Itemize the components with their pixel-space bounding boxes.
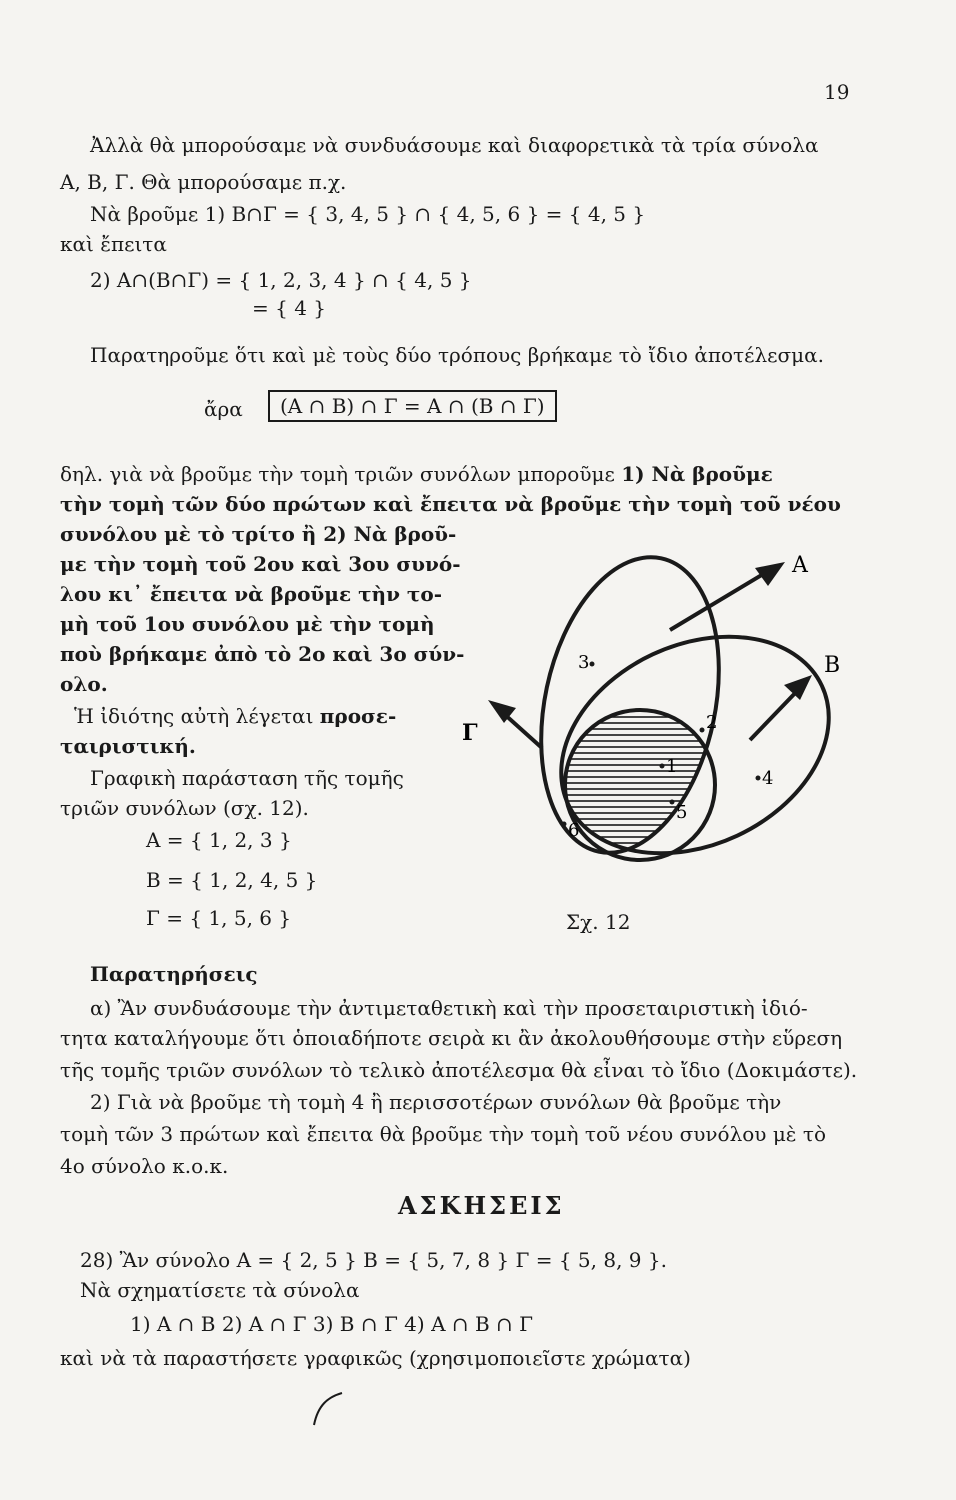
and-then: καὶ ἔπειτα <box>60 232 167 256</box>
remark-a-line-3: τῆς τομῆς τριῶν συνόλων τὸ τελικὸ ἀποτέλεσμα θὰ εἶναι τὸ ἴδιο (Δοκιμάστε). <box>60 1058 858 1082</box>
element-point-1: 1 <box>666 756 678 777</box>
figure-caption: Σχ. 12 <box>566 910 631 934</box>
element-dot-1 <box>660 764 665 769</box>
set-a-definition: Α = { 1, 2, 3 } <box>146 828 292 852</box>
explanation-line-4: με τὴν τομὴ τοῦ 2ου καὶ 3ου συνό- <box>60 552 461 576</box>
exercise-28-items: 1) Α ∩ Β 2) Α ∩ Γ 3) Β ∩ Γ 4) Α ∩ Β ∩ Γ <box>130 1312 534 1336</box>
intersection-step-2: 2) Α∩(Β∩Γ) = { 1, 2, 3, 4 } ∩ { 4, 5 } <box>90 268 472 292</box>
element-point-5: 5 <box>676 802 688 823</box>
set-c-label: Γ <box>462 720 478 746</box>
page-number: 19 <box>824 80 850 104</box>
element-dot-3 <box>590 662 595 667</box>
associative-formula-box: (Α ∩ Β) ∩ Γ = Α ∩ (Β ∩ Γ) <box>268 390 557 422</box>
intro-line-2: Α, Β, Γ. Θὰ μπορούσαμε π.χ. <box>60 170 347 194</box>
element-point-6: 6 <box>568 820 580 841</box>
arrow-b-line <box>750 688 800 740</box>
intro-line-1: Ἀλλὰ θὰ μπορούσαμε νὰ συνδυάσουμε καὶ διαφορετικὰ τὰ τρία σύνολα <box>90 133 819 157</box>
graph-description-1: Γραφικὴ παράσταση τῆς τομῆς <box>90 766 404 790</box>
property-line <box>74 704 396 728</box>
exercise-28-instruction: Νὰ σχηματίσετε τὰ σύνολα <box>80 1278 360 1302</box>
element-point-4: 4 <box>762 768 774 789</box>
set-b-definition: Β = { 1, 2, 4, 5 } <box>146 868 318 892</box>
explanation-line-3: συνόλου μὲ τὸ τρίτο ἢ 2) Νὰ βροῦ- <box>60 522 457 546</box>
explanation-line-1-text: δηλ. γιὰ νὰ βροῦμε τὴν τομὴ τριῶν συνόλων μποροῦμε <box>60 462 615 486</box>
remark-b-line-3: 4ο σύνολο κ.ο.κ. <box>60 1154 229 1178</box>
venn-diagram-figure <box>440 540 870 900</box>
element-point-3: 3 <box>578 652 590 673</box>
arrow-b-head <box>784 675 812 700</box>
explanation-line-8: ολο. <box>60 672 108 696</box>
set-a-label: Α <box>792 553 808 578</box>
set-c-definition: Γ = { 1, 5, 6 } <box>146 906 292 930</box>
explanation-line-7: ποὺ βρήκαμε ἀπὸ τὸ 2ο καὶ 3ο σύν- <box>60 642 465 666</box>
exercise-28-represent: καὶ νὰ τὰ παραστήσετε γραφικῶς (χρησιμοποιεῖστε χρώματα) <box>60 1346 691 1370</box>
arrow-a-head <box>755 562 785 586</box>
element-dot-6 <box>562 822 567 827</box>
element-dot-5 <box>670 800 675 805</box>
remark-b-line-1: 2) Γιὰ νὰ βροῦμε τὴ τομὴ 4 ἢ περισσοτέρων συνόλων θὰ βροῦμε τὴν <box>90 1090 782 1114</box>
observation: Παρατηροῦμε ὅτι καὶ μὲ τοὺς δύο τρόπους βρήκαμε τὸ ἴδιο ἀποτέλεσμα. <box>90 343 824 367</box>
property-text: Ἡ ἰδιότης αὐτὴ λέγεται <box>74 704 314 728</box>
property-name-part-1: προσε- <box>319 704 397 728</box>
explanation-line-5: λου κι᾿ ἔπειτα νὰ βροῦμε τὴν το- <box>60 582 443 606</box>
set-b-label: Β <box>824 653 841 678</box>
intersection-step-2-result: = { 4 } <box>252 296 327 320</box>
explanation-line-2: τὴν τομὴ τῶν δύο πρώτων καὶ ἔπειτα νὰ βροῦμε τὴν τομὴ τοῦ νέου <box>60 492 841 516</box>
exercise-28: 28) Ἂν σύνολο Α = { 2, 5 } Β = { 5, 7, 8 } Γ = { 5, 8, 9 }. <box>80 1248 667 1272</box>
explanation-line-6: μὴ τοῦ 1ου συνόλου μὲ τὴν τομὴ <box>60 612 435 636</box>
intersection-step-1: Νὰ βροῦμε 1) Β∩Γ = { 3, 4, 5 } ∩ { 4, 5, 6 } = { 4, 5 } <box>90 202 646 226</box>
pen-mark <box>300 1385 350 1435</box>
remark-a-line-2: τητα καταλήγουμε ὅτι ὁποιαδήποτε σειρὰ κι ἂν ἀκολουθήσουμε στὴν εὕρεση <box>60 1026 843 1050</box>
element-point-2: 2 <box>706 712 718 733</box>
remark-b-line-2: τομὴ τῶν 3 πρώτων καὶ ἔπειτα θὰ βροῦμε τὴν τομὴ τοῦ νέου συνόλου μὲ τὸ <box>60 1122 827 1146</box>
element-dot-4 <box>756 776 761 781</box>
exercises-heading: ΑΣΚΗΣΕΙΣ <box>398 1191 565 1220</box>
arrow-a-line <box>670 570 770 630</box>
remark-a-line-1: α) Ἂν συνδυάσουμε τὴν ἀντιμεταθετικὴ καὶ τὴν προσεταιριστικὴ ἰδιό- <box>90 996 808 1020</box>
graph-description-2: τριῶν συνόλων (σχ. 12). <box>60 796 309 820</box>
explanation-step-1-bold: 1) Νὰ βροῦμε <box>621 462 773 486</box>
ara-label: ἄρα <box>204 397 243 421</box>
element-dot-2 <box>700 728 705 733</box>
explanation-line-1 <box>60 462 773 486</box>
remarks-heading: Παρατηρήσεις <box>90 962 258 986</box>
property-name-part-2: ταιριστική. <box>60 734 196 758</box>
